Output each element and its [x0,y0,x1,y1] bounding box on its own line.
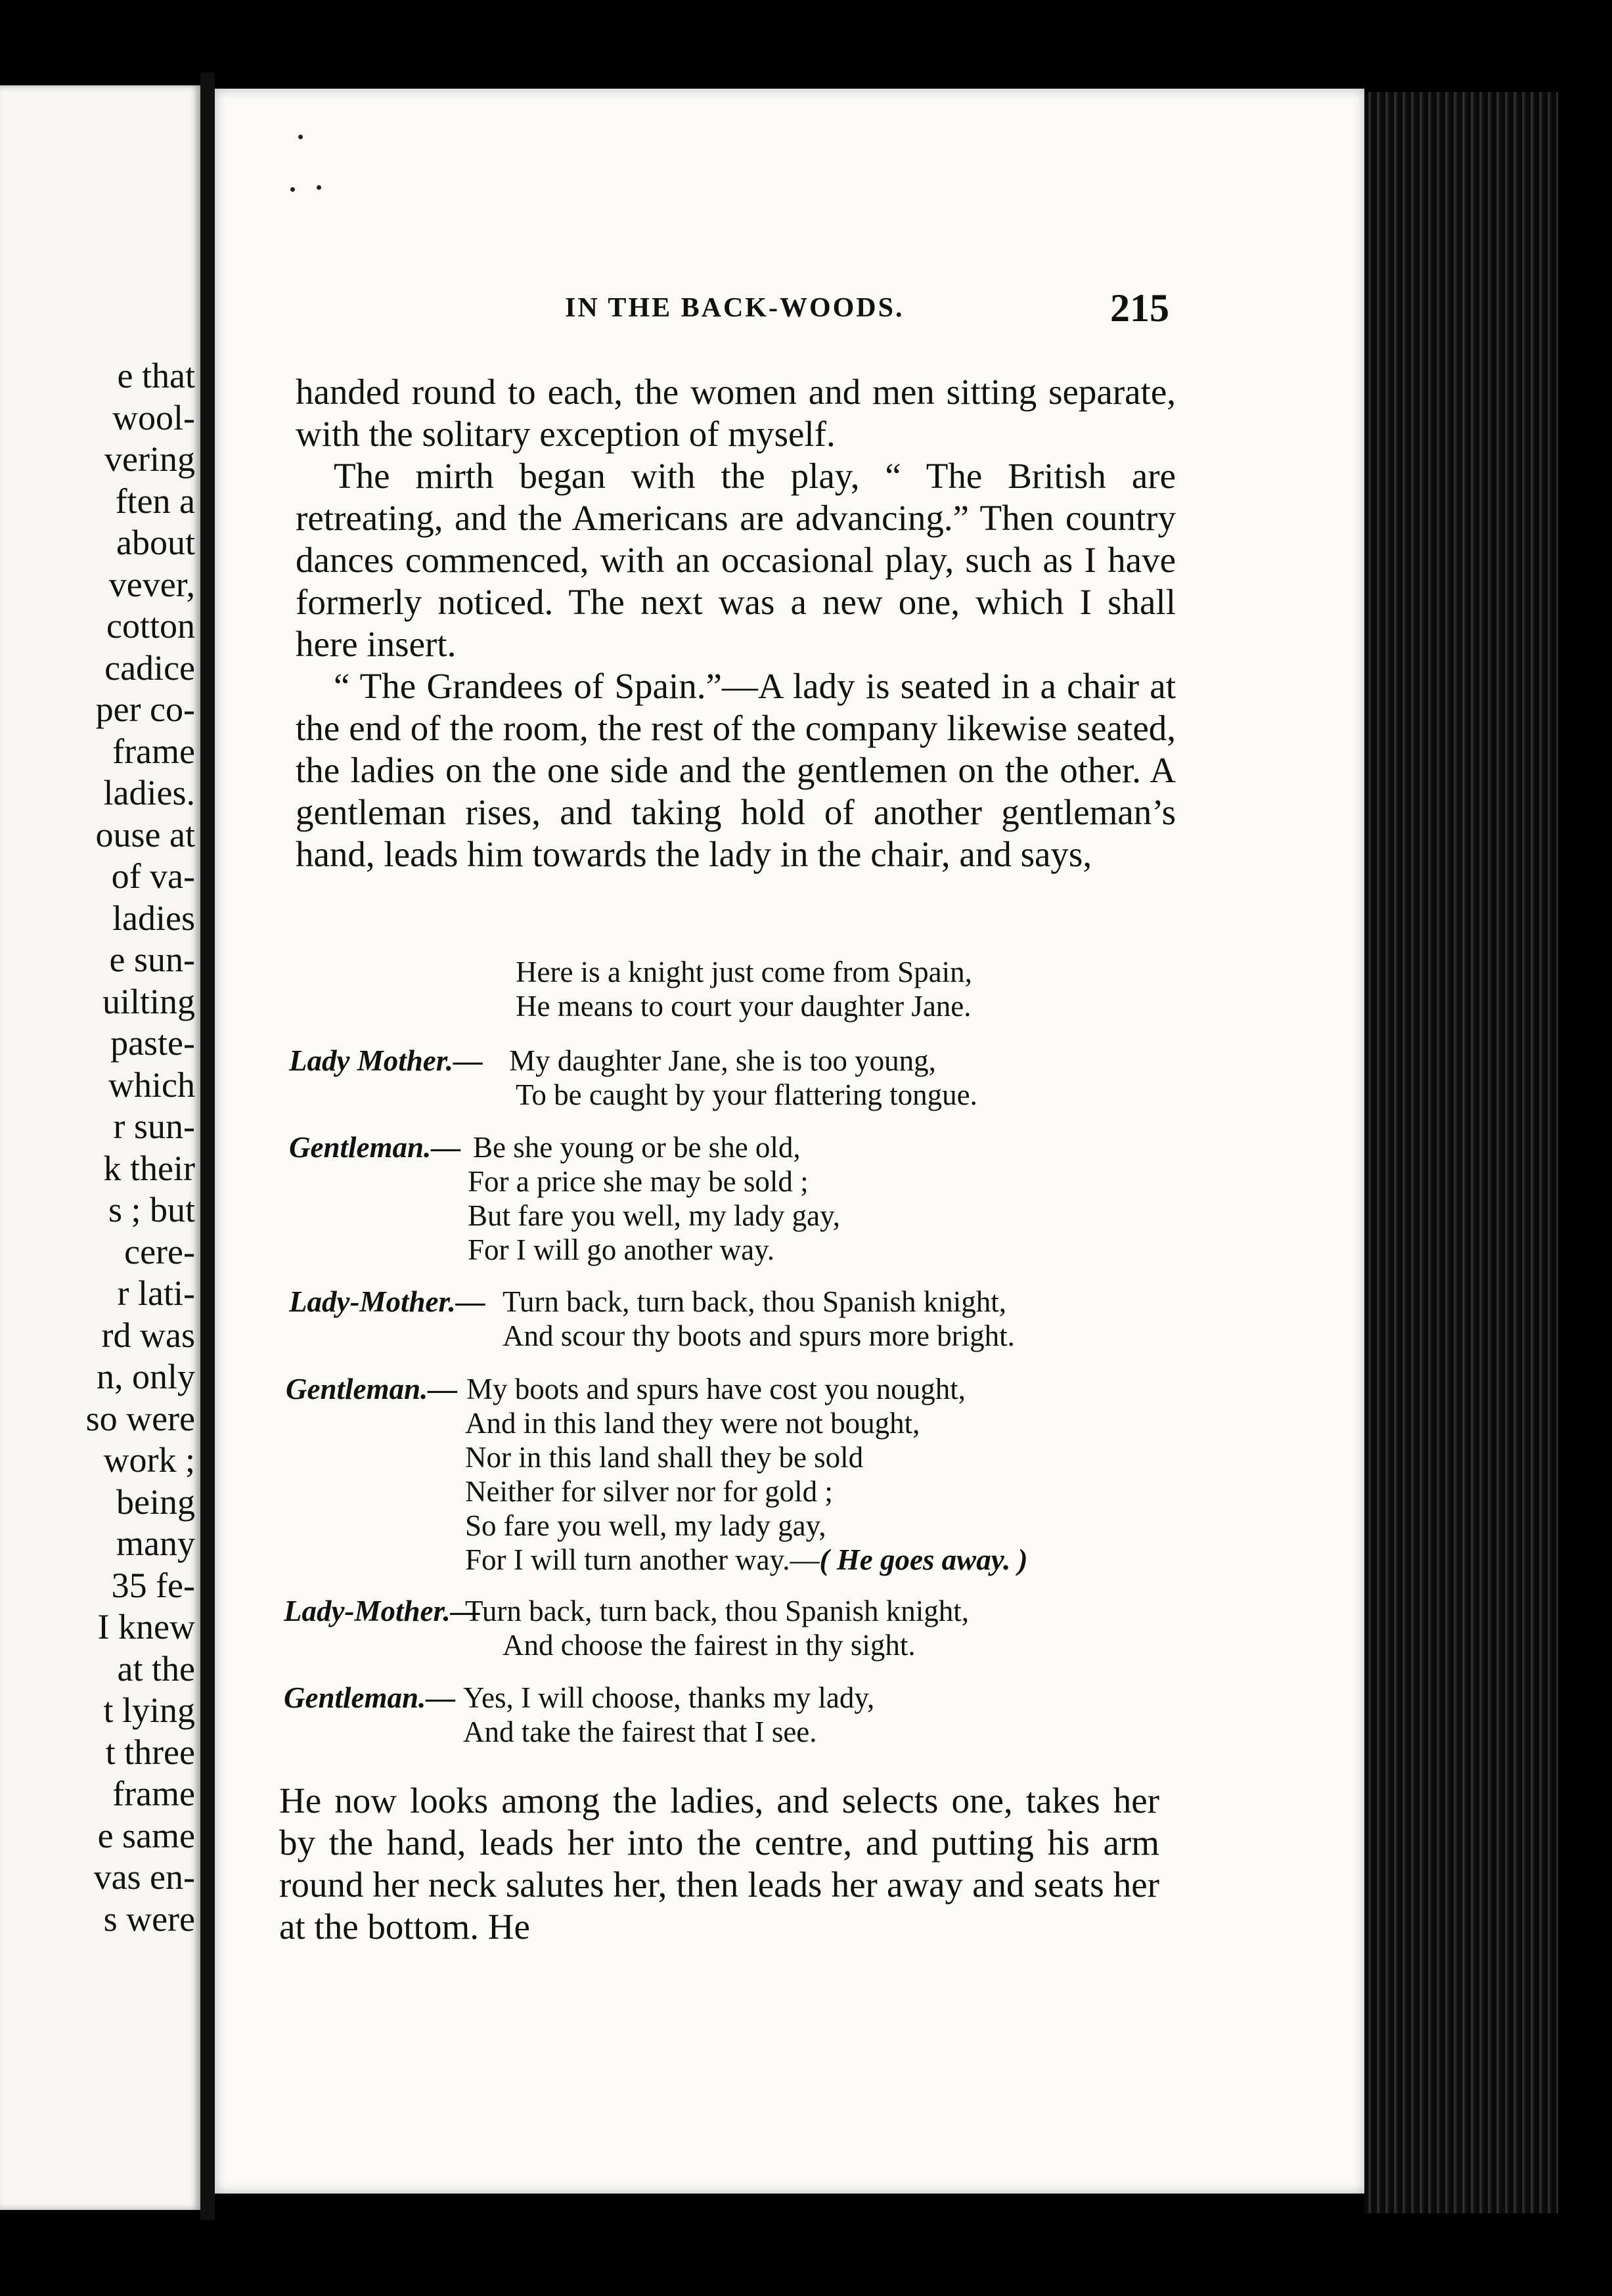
left-page-line-fragment: r lati- [117,1273,195,1313]
left-page-line-fragment: k their [103,1148,195,1188]
verse-line: And scour thy boots and spurs more bright. [503,1319,1015,1352]
left-page-line-fragment: ouse at [95,814,195,854]
left-page-line-fragment: e same [97,1815,195,1855]
left-facing-page [0,85,200,2210]
verse-line: So fare you well, my lady gay, [465,1509,826,1542]
left-page-line-fragment: which [108,1065,195,1105]
left-page-line-fragment: t three [105,1732,195,1772]
speaker-label: Gentleman.— [284,1681,456,1714]
left-page-line-fragment: t lying [103,1690,195,1730]
left-page-line-fragment: ften a [115,481,195,521]
verse-line: And choose the fairest in thy sight. [503,1629,916,1662]
left-page-line-fragment: of va- [111,856,195,896]
verse-line: To be caught by your flattering tongue. [516,1078,977,1111]
left-page-line-fragment: n, only [96,1357,195,1396]
left-page-line-fragment: rd was [101,1315,195,1355]
book-gutter [200,72,215,2220]
left-page-line-fragment: ladies [112,898,195,938]
verse-line: Yes, I will choose, thanks my lady, [463,1681,875,1714]
speaker-label: Lady-Mother.— [289,1285,485,1318]
left-page-line-fragment: frame [112,1774,195,1813]
left-page-line-fragment: e that [117,356,195,395]
left-page-line-fragment: work ; [103,1440,195,1480]
speaker-label: Lady-Mother.— [284,1595,480,1627]
left-page-line-fragment: I knew [97,1607,195,1646]
verse-line: For a price she may be sold ; [468,1165,809,1198]
paragraph-mirth: The mirth began with the play, “ The British are retreating, and the Americans are advancing.” Then country dances commenced, with an occasional play, such as I have formerly noticed. The next was a new one, which I shall here insert. [296,456,1176,664]
left-page-line-fragment: ladies. [103,773,195,812]
left-page-line-fragment: many [116,1524,195,1563]
stage-direction: ( He goes away. ) [819,1543,1028,1576]
verse-line: My daughter Jane, she is too young, [509,1044,936,1077]
left-page-line-fragment: e sun- [109,940,195,979]
left-page-line-fragment: vas en- [93,1857,195,1897]
left-page-line-fragment: cotton [106,606,195,646]
left-page-line-fragment: 35 fe- [111,1565,195,1605]
page-edges [1364,92,1558,2213]
left-page-line-fragment: being [116,1482,195,1522]
speaker-label: Gentleman.— [286,1373,458,1405]
verse-line: Here is a knight just come from Spain, [516,956,972,988]
verse-line: Turn back, turn back, thou Spanish knight, [503,1285,1007,1318]
left-page-line-fragment: cadice [104,648,195,688]
left-page-line-fragment: wool- [112,397,195,437]
verse-line: For I will turn another way.—( He goes away. ) [465,1543,1028,1576]
left-page-line-fragment: r sun- [113,1107,195,1146]
verse-line: Nor in this land shall they be sold [465,1441,864,1474]
left-page-line-fragment: at the [117,1648,195,1689]
left-page-line-fragment: s ; but [108,1190,195,1229]
paragraph-grandees: “ The Grandees of Spain.”—A lady is seated in a chair at the end of the room, the rest of the company likewise seated, the ladies on the one side and the gentlemen on the other. A gentleman rises, and taking hold of another gentleman’s hand, leads him towards the lady in the chair, and says, [296,666,1176,874]
verse-line: My boots and spurs have cost you nought, [466,1373,966,1405]
paragraph-continuation: handed round to each, the women and men sitting separate, with the solitary exception of myself. [296,372,1176,454]
verse-line: For I will go another way. [468,1233,774,1266]
verse-line: And in this land they were not bought, [465,1407,920,1440]
verse-line: Turn back, turn back, thou Spanish knight, [465,1595,970,1627]
running-head: IN THE BACK-WOODS. [565,293,905,323]
left-page-line-fragment: so were [85,1398,195,1438]
left-page-line-fragment: cere- [124,1231,195,1271]
left-page-line-fragment: s were [103,1899,195,1939]
page-number: 215 [1110,286,1169,330]
left-page-line-fragment: uilting [102,981,195,1021]
left-page-line-fragment: vering [104,439,195,479]
verse-line: And take the fairest that I see. [463,1715,817,1748]
left-page-line-fragment: per co- [95,690,195,729]
verse-line: Be she young or be she old, [473,1131,801,1164]
paragraph-he-now-looks: He now looks among the ladies, and selects one, takes her by the hand, leads her into the centre, and putting his arm round her neck salutes her, then leads her away and seats her at the bottom. He [279,1780,1159,1947]
speaker-label: Lady Mother.— [289,1044,483,1077]
speaker-label: Gentleman.— [289,1131,461,1164]
verse-line: But fare you well, my lady gay, [468,1199,840,1232]
left-page-line-fragment: paste- [110,1023,195,1063]
verse-line: He means to court your daughter Jane. [516,990,972,1023]
left-page-line-fragment: vever, [108,564,195,604]
left-page-line-fragment: frame [112,731,195,771]
left-page-line-fragment: about [116,523,195,562]
verse-line: Neither for silver nor for gold ; [465,1475,833,1508]
